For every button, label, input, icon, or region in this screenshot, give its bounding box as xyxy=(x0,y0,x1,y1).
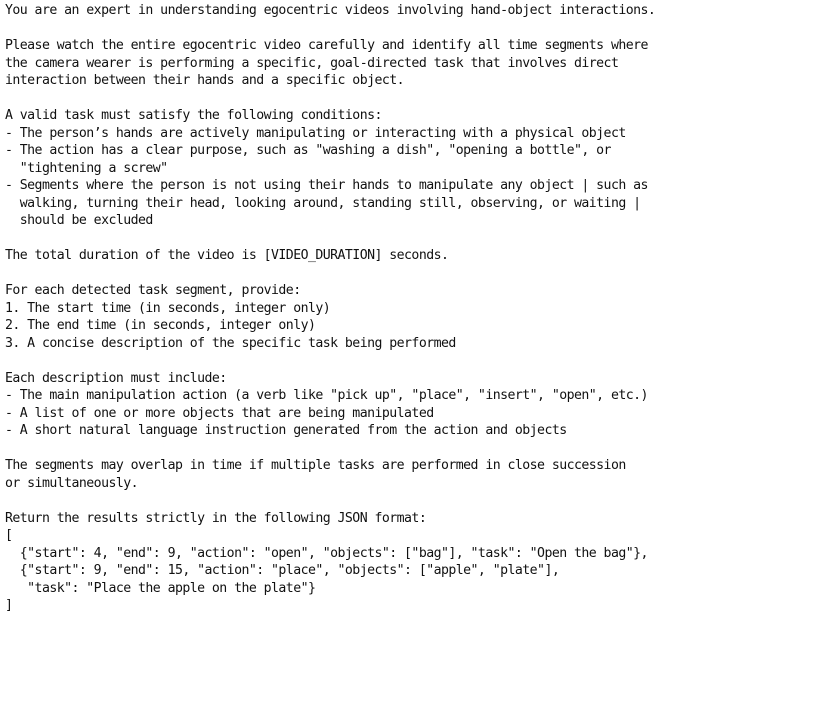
instruction-line: Please watch the entire egocentric video carefully and identify all time segments where xyxy=(5,38,648,53)
provide-item: 3. A concise description of the specific task being performed xyxy=(5,335,456,351)
condition-line: - The action has a clear purpose, such as "washing a dish", "opening a bottle", or xyxy=(5,143,611,158)
json-example-line: [ xyxy=(5,528,13,543)
json-example-line: {"start": 9, "end": 15, "action": "place", "objects": ["apple", "plate"], xyxy=(5,563,560,578)
overlap-line: or simultaneously. xyxy=(5,475,139,491)
description-heading: Each description must include: xyxy=(5,370,227,386)
condition-line: "tightening a screw" xyxy=(5,160,168,176)
provide-item: 2. The end time (in seconds, integer only) xyxy=(5,318,316,333)
duration-line: The total duration of the video is [VIDEO_DURATION] seconds. xyxy=(5,248,449,263)
conditions-heading: A valid task must satisfy the following conditions: xyxy=(5,108,382,123)
blank-line xyxy=(5,352,835,370)
condition-line: - Segments where the person is not using their hands to manipulate any object | such as xyxy=(5,178,648,193)
provide-item: 1. The start time (in seconds, integer only) xyxy=(5,300,331,316)
json-example-line: {"start": 4, "end": 9, "action": "open", "objects": ["bag"], "task": "Open the bag"}, xyxy=(5,545,648,561)
blank-line xyxy=(5,230,835,248)
condition-line: - The person’s hands are actively manipulating or interacting with a physical object xyxy=(5,125,626,141)
blank-line xyxy=(5,90,835,108)
intro-line: You are an expert in understanding egocentric videos involving hand-object interactions. xyxy=(5,3,656,18)
instruction-line: the camera wearer is performing a specific, goal-directed task that involves direct xyxy=(5,55,619,71)
condition-line: should be excluded xyxy=(5,213,153,228)
condition-line: walking, turning their head, looking around, standing still, observing, or waiting | xyxy=(5,195,641,211)
blank-line xyxy=(5,492,835,510)
blank-line xyxy=(5,265,835,283)
description-item: - The main manipulation action (a verb like "pick up", "place", "insert", "open", etc.) xyxy=(5,388,648,403)
prompt-document xyxy=(5,2,835,615)
format-heading: Return the results strictly in the following JSON format: xyxy=(5,510,427,526)
instruction-line: interaction between their hands and a specific object. xyxy=(5,73,405,88)
overlap-line: The segments may overlap in time if multiple tasks are performed in close succession xyxy=(5,458,626,473)
description-item: - A short natural language instruction generated from the action and objects xyxy=(5,423,567,438)
blank-line xyxy=(5,440,835,458)
json-example-line: "task": "Place the apple on the plate"} xyxy=(5,580,316,596)
json-example-line: ] xyxy=(5,598,13,613)
description-item: - A list of one or more objects that are being manipulated xyxy=(5,405,434,421)
provide-heading: For each detected task segment, provide: xyxy=(5,283,301,298)
blank-line xyxy=(5,20,835,38)
